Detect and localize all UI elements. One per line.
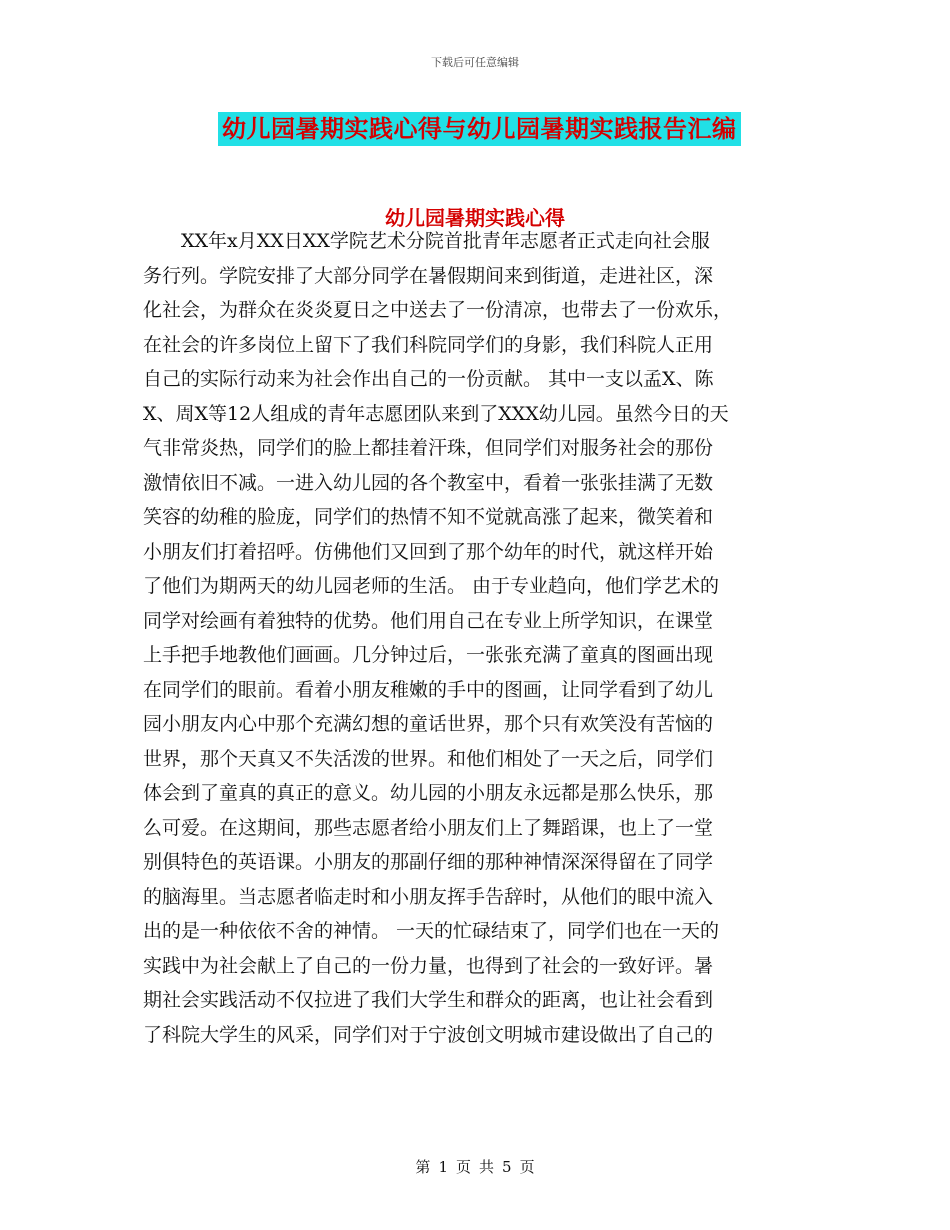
body-line: 激情依旧不减。一进入幼儿园的各个教室中，看着一张张挂满了无数 <box>143 471 714 494</box>
body-line: 的脑海里。当志愿者临走时和小朋友挥手告辞时，从他们的眼中流入 <box>143 885 714 908</box>
body-line: 务行列。学院安排了大部分同学在暑假期间来到街道，走进社区，深 <box>143 264 714 287</box>
footer-total-unit: 页 <box>519 1158 535 1176</box>
footer-page-unit: 页 <box>455 1158 471 1176</box>
body-line: 了他们为期两天的幼儿园老师的生活。 由于专业趋向，他们学艺术的 <box>143 575 720 597</box>
body-line: 世界，那个天真又不失活泼的世界。和他们相处了一天之后，同学们 <box>143 747 714 770</box>
header-note: 下载后可任意编辑 <box>431 56 519 69</box>
body-line: X、周X等12人组成的青年志愿团队来到了XXX幼儿园。虽然今日的天 <box>143 402 729 425</box>
body-line: 出的是一种依依不舍的神情。 一天的忙碌结束了，同学们也在一天的 <box>143 920 720 942</box>
body-line: 了科院大学生的风采，同学们对于宁波创文明城市建设做出了自己的 <box>143 1023 714 1046</box>
body-line: 气非常炎热，同学们的脸上都挂着汗珠，但同学们对服务社会的那份 <box>143 437 714 459</box>
body-line: 化社会，为群众在炎炎夏日之中送去了一份清凉，也带去了一份欢乐， <box>143 299 733 321</box>
body-line: 期社会实践活动不仅拉进了我们大学生和群众的距离，也让社会看到 <box>143 989 714 1011</box>
body-line: XX年x月XX日XX学院艺术分院首批青年志愿者正式走向社会服 <box>143 230 710 252</box>
footer-total-label: 共 <box>479 1158 495 1176</box>
body-line: 自己的实际行动来为社会作出自己的一份贡献。 其中一支以孟X、陈 <box>143 368 714 390</box>
main-title: 幼儿园暑期实践心得与幼儿园暑期实践报告汇编 <box>218 112 741 146</box>
section-title: 幼儿园暑期实践心得 <box>385 206 565 230</box>
page-footer <box>0 1156 950 1177</box>
body-line: 实践中为社会献上了自己的一份力量，也得到了社会的一致好评。暑 <box>143 954 714 977</box>
body-line: 在社会的许多岗位上留下了我们科院同学们的身影，我们科院人正用 <box>143 333 714 356</box>
footer-page-label: 第 <box>415 1158 431 1176</box>
body-line: 小朋友们打着招呼。仿佛他们又回到了那个幼年的时代，就这样开始 <box>143 540 714 563</box>
body-line: 么可爱。在这期间，那些志愿者给小朋友们上了舞蹈课，也上了一堂 <box>143 816 714 839</box>
footer-page-total: 5 <box>502 1158 512 1176</box>
body-line: 上手把手地教他们画画。几分钟过后，一张张充满了童真的图画出现 <box>143 644 714 666</box>
body-line: 别俱特色的英语课。小朋友的那副仔细的那种神情深深得留在了同学 <box>143 851 714 873</box>
body-line: 同学对绘画有着独特的优势。他们用自己在专业上所学知识，在课堂 <box>143 609 714 632</box>
body-line: 园小朋友内心中那个充满幻想的童话世界，那个只有欢笑没有苦恼的 <box>143 713 714 735</box>
body-text <box>143 224 797 1052</box>
body-line: 笑容的幼稚的脸庞，同学们的热情不知不觉就高涨了起来，微笑着和 <box>143 506 714 528</box>
body-line: 在同学们的眼前。看着小朋友稚嫩的手中的图画，让同学看到了幼儿 <box>143 678 714 701</box>
body-line: 体会到了童真的真正的意义。幼儿园的小朋友永远都是那么快乐，那 <box>143 782 714 804</box>
footer-page-current: 1 <box>438 1158 448 1176</box>
